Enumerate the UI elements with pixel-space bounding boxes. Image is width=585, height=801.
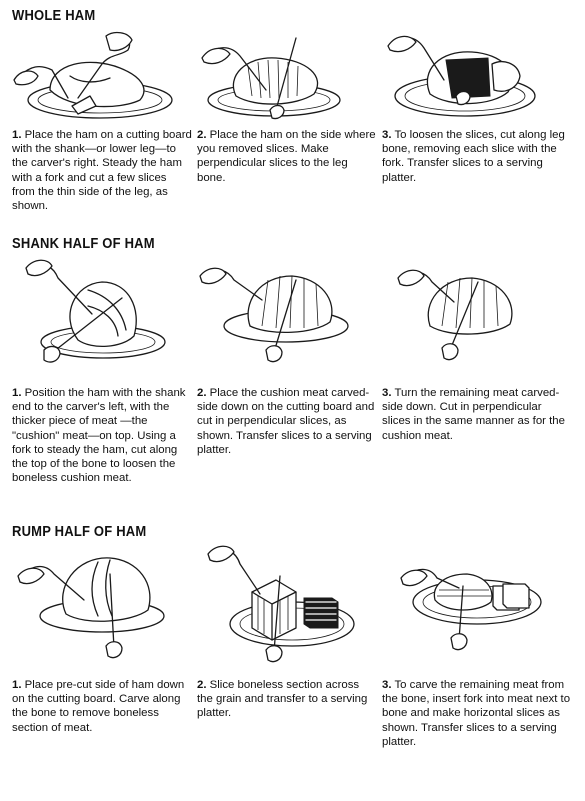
illustration-rump-half-step-2 [200,542,365,670]
illustration-shank-half-step-3 [392,256,542,368]
step-shank-half-3 [382,386,572,443]
step-whole-ham-2 [197,128,377,185]
step-text: Place pre-cut side of ham down on the cutting board. Carve along the bone to remove boneless section of meat. [12,679,185,734]
step-number: 1. [12,129,22,141]
illustration-rump-half-step-3 [395,544,555,664]
step-rump-half-1 [12,678,192,735]
step-number: 1. [12,387,22,399]
step-text: Turn the remaining meat carved-side down. Cut in perpendicular slices in the same manner as for the cushion meat. [382,387,565,442]
step-rump-half-2 [197,678,377,721]
illustration-whole-ham-step-2 [196,26,346,121]
step-whole-ham-3 [382,128,572,185]
step-shank-half-2 [197,386,377,457]
step-number: 2. [197,679,207,691]
step-shank-half-1 [12,386,192,485]
step-number: 3. [382,679,392,691]
section-title-whole-ham: WHOLE HAM [12,6,96,24]
illustration-whole-ham-step-1 [10,28,180,123]
illustration-rump-half-step-1 [14,544,174,666]
step-number: 3. [382,387,392,399]
illustration-shank-half-step-1 [18,256,168,368]
section-title-shank-half: SHANK HALF OF HAM [12,234,155,252]
step-rump-half-3 [382,678,577,749]
step-number: 3. [382,129,392,141]
section-title-rump-half: RUMP HALF OF HAM [12,522,147,540]
illustration-shank-half-step-2 [196,256,356,368]
step-text: Slice boneless section across the grain and transfer to a serving platter. [197,679,368,720]
step-number: 1. [12,679,22,691]
step-text: To loosen the slices, cut along leg bone, removing each slice with the fork. Transfer slices to a serving platter. [382,129,565,184]
step-whole-ham-1 [12,128,192,213]
step-text: Place the cushion meat carved-side down on the cutting board and cut in perpendicular slices, as shown. Transfer slices to a serving platter. [197,387,375,456]
step-text: Position the ham with the shank end to the carver's left, with the thicker piece of meat —the "cushion" meat—on top. Using a fork to steady the ham, cut along the top of the bone to loosen the boneless cushion meat. [12,387,186,485]
step-number: 2. [197,129,207,141]
illustration-whole-ham-step-3 [380,24,545,121]
step-text: Place the ham on a cutting board with the shank—or lower leg—to the carver's right. Steady the ham with a fork and cut a few slices from the thin side of the leg, as shown. [12,129,192,213]
step-text: Place the ham on the side where you removed slices. Make perpendicular slices to the leg bone. [197,129,376,184]
step-text: To carve the remaining meat from the bone, insert fork into meat next to bone and make horizontal slices as shown. Transfer slices to a serving platter. [382,679,571,748]
step-number: 2. [197,387,207,399]
